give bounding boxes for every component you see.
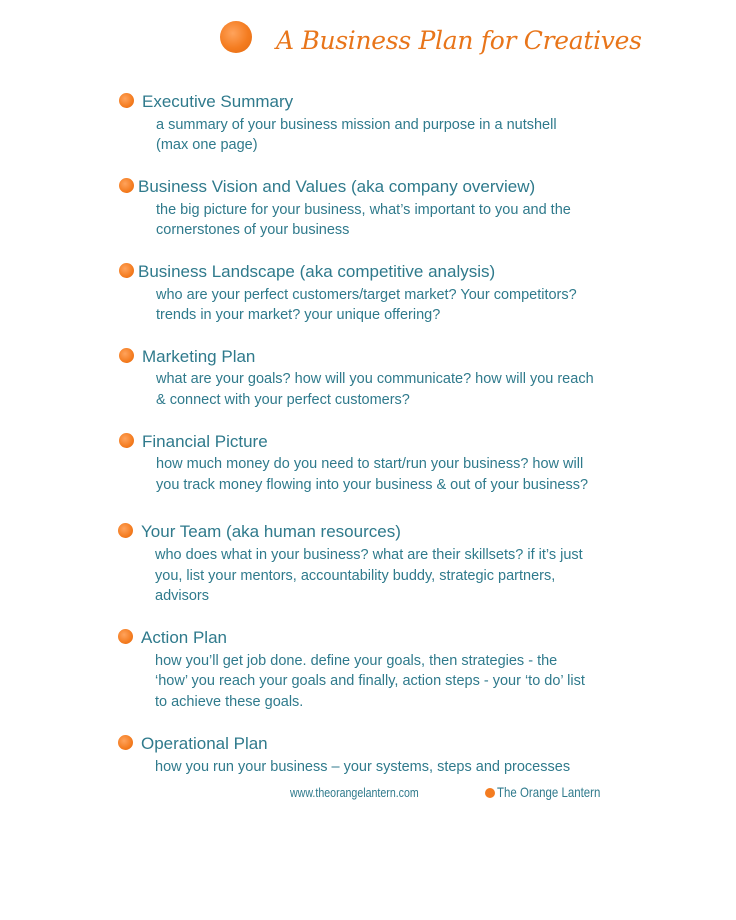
section-description-line: who are your perfect customers/target market? Your competitors? bbox=[156, 287, 577, 303]
footer-brand-name: The Orange Lantern bbox=[497, 784, 601, 800]
section-title: Action Plan bbox=[141, 628, 227, 647]
section-description-line: (max one page) bbox=[156, 137, 258, 153]
section-description-line: what are your goals? how will you communicate? how will you reach bbox=[156, 371, 594, 387]
orange-bullet-icon bbox=[119, 348, 134, 363]
section-title: Marketing Plan bbox=[142, 347, 256, 366]
section-title: Financial Picture bbox=[142, 432, 268, 451]
footer-website-link[interactable]: www.theorangelantern.com bbox=[290, 786, 419, 800]
orange-bullet-icon bbox=[118, 523, 133, 538]
section-description-line: the big picture for your business, what’s important to you and the bbox=[156, 202, 571, 218]
section-description-line: you, list your mentors, accountability buddy, strategic partners, bbox=[155, 568, 556, 584]
section-description-line: ‘how’ you reach your goals and finally, action steps - your ‘to do’ list bbox=[155, 673, 585, 689]
section-title: Business Vision and Values (aka company overview) bbox=[138, 177, 536, 196]
section-description-line: trends in your market? your unique offering? bbox=[156, 307, 441, 323]
page-header bbox=[0, 18, 736, 68]
section-description-line: & connect with your perfect customers? bbox=[156, 392, 410, 408]
orange-circle-icon bbox=[220, 21, 252, 53]
section-title: Your Team (aka human resources) bbox=[141, 522, 401, 541]
section-title: Operational Plan bbox=[141, 734, 268, 753]
section-description-line: a summary of your business mission and purpose in a nutshell bbox=[156, 117, 557, 133]
orange-dot-icon bbox=[485, 788, 495, 798]
orange-bullet-icon bbox=[118, 629, 133, 644]
orange-bullet-icon bbox=[119, 263, 134, 278]
section-description-line: advisors bbox=[155, 588, 209, 604]
orange-bullet-icon bbox=[118, 735, 133, 750]
section-description-line: who does what in your business? what are their skillsets? if it’s just bbox=[155, 547, 583, 563]
orange-bullet-icon bbox=[119, 433, 134, 448]
page-title: A Business Plan for Creatives bbox=[276, 26, 642, 55]
section-description-line: you track money flowing into your business & out of your business? bbox=[156, 477, 589, 493]
section-description-line: how you run your business – your systems, steps and processes bbox=[155, 759, 571, 775]
section-description-line: how much money do you need to start/run your business? how will bbox=[156, 456, 584, 472]
section-description-line: how you’ll get job done. define your goals, then strategies - the bbox=[155, 653, 558, 669]
section-title: Business Landscape (aka competitive analysis) bbox=[138, 262, 496, 281]
section-title: Executive Summary bbox=[142, 92, 294, 111]
section-description-line: cornerstones of your business bbox=[156, 222, 350, 238]
orange-bullet-icon bbox=[119, 178, 134, 193]
section-description-line: to achieve these goals. bbox=[155, 694, 304, 710]
orange-bullet-icon bbox=[119, 93, 134, 108]
